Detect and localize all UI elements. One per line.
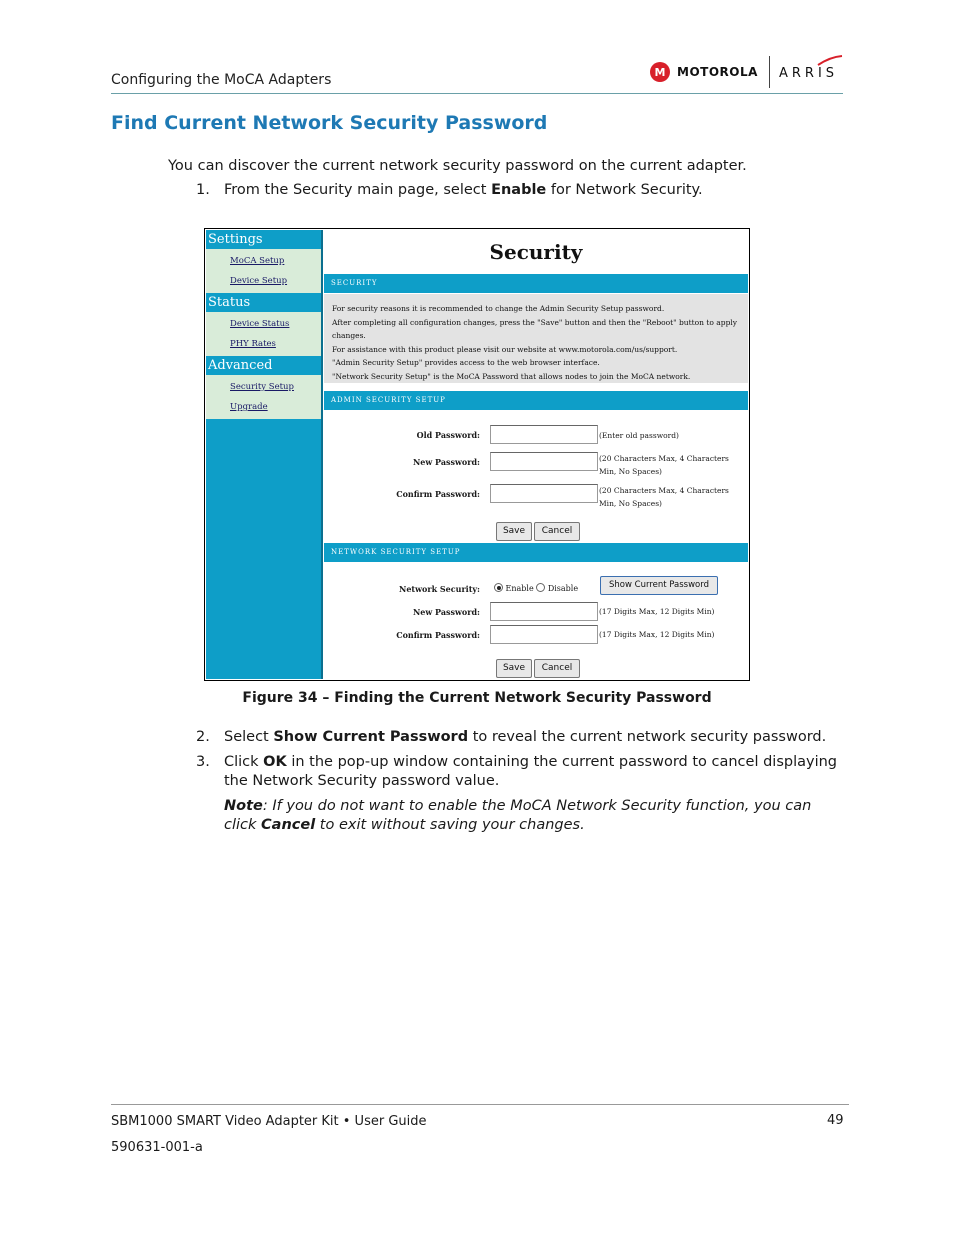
old-password-label: Old Password: (416, 430, 480, 440)
admin-confirm-password-row (324, 484, 748, 508)
network-confirm-password-input[interactable] (490, 625, 598, 644)
logo-divider (769, 56, 770, 88)
network-new-password-row (324, 602, 748, 622)
nav-heading-advanced: Advanced (206, 356, 321, 375)
old-password-hint: (Enter old password) (599, 431, 679, 440)
info-line: For security reasons it is recommended to change the Admin Security Setup password. (332, 304, 665, 313)
note-label: Note (224, 798, 263, 814)
step-1 (196, 181, 846, 201)
section-title: Find Current Network Security Password (111, 112, 548, 134)
nav-link-upgrade[interactable]: Upgrade (230, 402, 268, 412)
admin-save-button[interactable]: Save (496, 522, 532, 541)
nav-link-device-status[interactable]: Device Status (230, 319, 290, 329)
step-text: From the Security main page, select Enable for Network Security. (224, 182, 703, 198)
admin-old-password-row (324, 425, 748, 445)
nav-link-moca-setup[interactable]: MoCA Setup (230, 256, 285, 266)
footer-doc-number: 590631-001-a (111, 1140, 203, 1155)
motorola-batwing-icon: M (650, 62, 670, 82)
network-save-button[interactable]: Save (496, 659, 532, 678)
nav-link-phy-rates[interactable]: PHY Rates (230, 339, 276, 349)
info-line: For assistance with this product please visit our website at www.motorola.com/us/support. (332, 344, 678, 354)
admin-security-bar: ADMIN SECURITY SETUP (324, 391, 748, 410)
old-password-input[interactable] (490, 425, 598, 444)
arris-swoosh-icon (816, 55, 844, 67)
network-confirm-password-row (324, 625, 748, 645)
step-text: Click OK in the pop-up window containing the current password to cancel displaying the Network Security password value. (224, 754, 837, 789)
security-info-box (324, 294, 748, 383)
note-paragraph: Note: If you do not want to enable the MoCA Network Security function, you can click Cancel to exit without saving your changes. (224, 798, 812, 833)
step-text: Select Show Current Password to reveal the current network security password. (224, 729, 827, 745)
enable-radio[interactable] (494, 583, 503, 592)
enable-radio-label: Enable (505, 584, 534, 593)
nav-group-settings (206, 249, 321, 293)
network-security-row (324, 579, 748, 599)
network-security-radio-group (494, 583, 578, 593)
network-security-bar: NETWORK SECURITY SETUP (324, 543, 748, 562)
step-number: 1. (196, 182, 210, 198)
network-cancel-button[interactable]: Cancel (534, 659, 580, 678)
info-line: "Network Security Setup" is the MoCA Password that allows nodes to join the MoCA network. (332, 371, 691, 381)
nav-heading-settings: Settings (206, 230, 321, 249)
running-header: Configuring the MoCA Adapters (111, 72, 332, 88)
motorola-wordmark: MOTOROLA (677, 65, 758, 79)
admin-new-password-row (324, 452, 748, 476)
step-number: 3. (196, 754, 210, 770)
network-security-label: Network Security: (399, 584, 480, 594)
intro-paragraph: You can discover the current network security password on the current adapter. (168, 158, 747, 174)
disable-radio-label: Disable (547, 584, 579, 593)
step-number: 2. (196, 729, 210, 745)
admin-new-password-hint: (20 Characters Max, 4 Characters Min, No Spaces) (599, 454, 729, 476)
motorola-logo (650, 62, 758, 82)
info-line: "Admin Security Setup" provides access to the web browser interface. (332, 358, 600, 367)
admin-cancel-button[interactable]: Cancel (534, 522, 580, 541)
show-current-password-button[interactable]: Show Current Password (600, 576, 718, 595)
info-line: After completing all configuration changes, press the "Save" button and then the "Reboot" button to apply changes. (332, 317, 738, 340)
admin-new-password-label: New Password: (412, 457, 480, 467)
admin-confirm-password-hint: (20 Characters Max, 4 Characters Min, No Spaces) (599, 486, 729, 508)
security-page-title: Security (489, 240, 583, 264)
header-rule (111, 93, 843, 94)
admin-confirm-password-input[interactable] (490, 484, 598, 503)
network-new-password-label: New Password: (412, 607, 480, 617)
nav-heading-status: Status (206, 293, 321, 312)
network-new-password-input[interactable] (490, 602, 598, 621)
nav-link-device-setup[interactable]: Device Setup (230, 276, 288, 286)
disable-radio[interactable] (536, 583, 545, 592)
security-main-panel (324, 230, 748, 679)
footer-doc-title: SBM1000 SMART Video Adapter Kit • User Guide (111, 1114, 427, 1129)
nav-group-status (206, 312, 321, 356)
admin-new-password-input[interactable] (490, 452, 598, 471)
admin-confirm-password-label: Confirm Password: (396, 489, 480, 499)
footer-rule (111, 1104, 849, 1105)
figure-caption: Figure 34 – Finding the Current Network Security Password (242, 690, 712, 706)
network-confirm-password-label: Confirm Password: (396, 630, 480, 640)
arris-wordmark: ARRIS (779, 66, 839, 81)
step-3 (196, 753, 846, 793)
page-number: 49 (827, 1113, 844, 1128)
nav-link-security-setup[interactable]: Security Setup (230, 382, 294, 392)
step-2 (196, 728, 846, 748)
nav-group-advanced (206, 375, 321, 419)
network-new-password-hint: (17 Digits Max, 12 Digits Min) (599, 607, 715, 616)
security-section-bar: SECURITY (324, 274, 748, 293)
network-confirm-password-hint: (17 Digits Max, 12 Digits Min) (599, 630, 715, 639)
sidebar-nav (206, 230, 323, 679)
security-screenshot (204, 228, 750, 681)
